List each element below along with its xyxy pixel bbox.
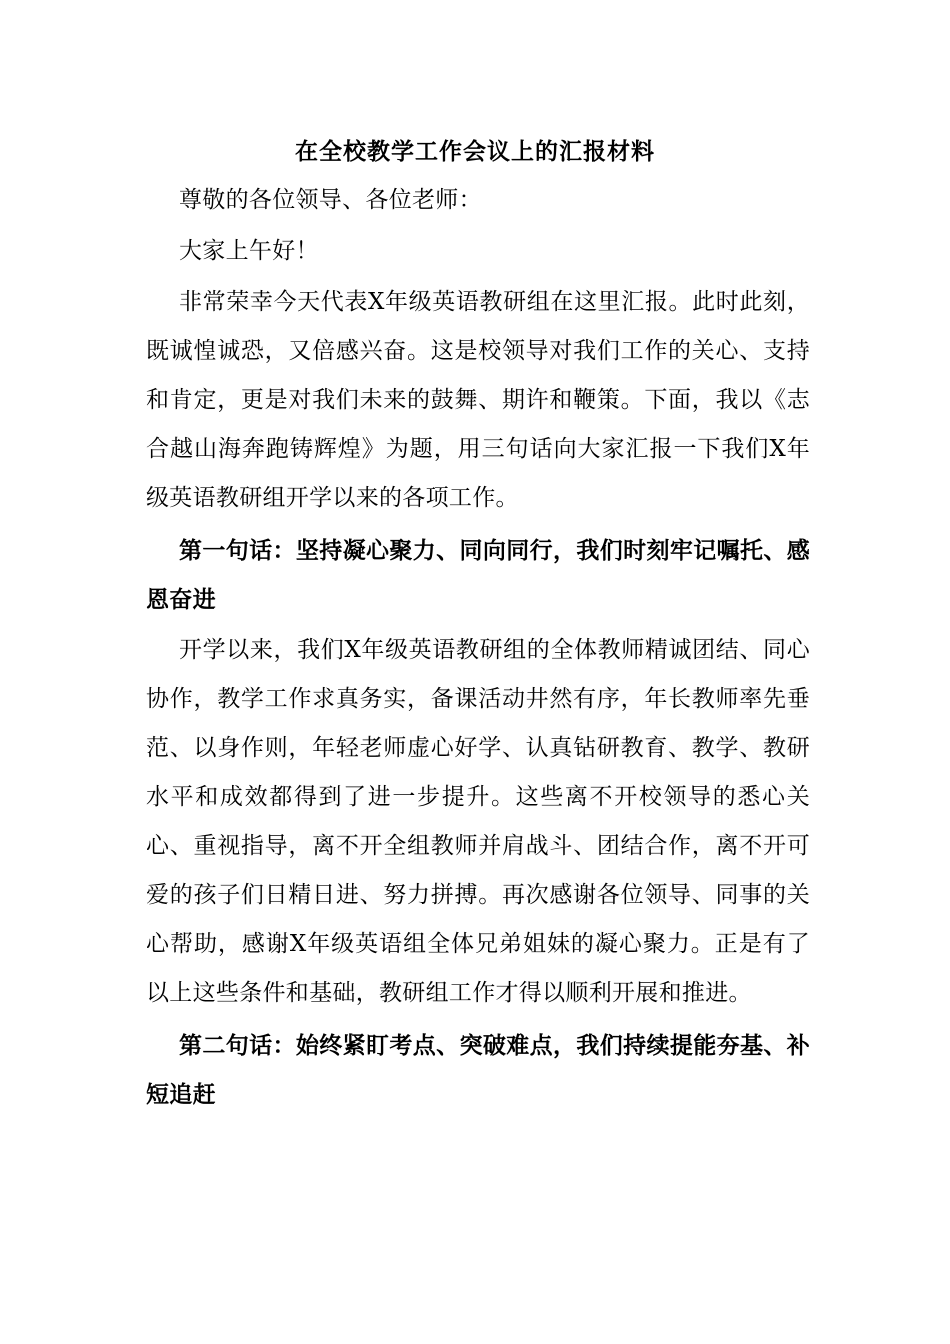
document-body — [146, 176, 810, 1119]
section-2-heading: 第二句话：始终紧盯考点、突破难点，我们持续提能夯基、补短追赶 — [146, 1032, 810, 1108]
salutation: 尊敬的各位领导、各位老师： — [179, 187, 482, 213]
section-1-heading: 第一句话：坚持凝心聚力、同向同行，我们时刻牢记嘱托、感恩奋进 — [146, 537, 810, 613]
document-title: 在全校教学工作会议上的汇报材料 — [295, 138, 655, 165]
section-1-paragraph: 开学以来，我们X年级英语教研组的全体教师精诚团结、同心协作，教学工作求真务实，备课活动井然有序，年长教师率先垂范、以身作则，年轻老师虚心好学、认真钻研教育、教学、教研水平和成效都得到了进一步提升。这些离不开校领导的悉心关心、重视指导，离不开全组教师并肩战斗、团结合作，离不开可爱的孩子们日精日进、努力拼搏。再次感谢各位领导、同事的关心帮助，感谢X年级英语组全体兄弟姐妹的凝心聚力。正是有了以上这些条件和基础，教研组工作才得以顺利开展和推进。 — [146, 637, 810, 1006]
greeting: 大家上午好！ — [179, 238, 319, 264]
intro-paragraph: 非常荣幸今天代表X年级英语教研组在这里汇报。此时此刻，既诚惶诚恐，又倍感兴奋。这是校领导对我们工作的关心、支持和肯定，更是对我们未来的鼓舞、期许和鞭策。下面，我以《志合越山海奔跑铸辉煌》为题，用三句话向大家汇报一下我们X年级英语教研组开学以来的各项工作。 — [146, 289, 810, 511]
